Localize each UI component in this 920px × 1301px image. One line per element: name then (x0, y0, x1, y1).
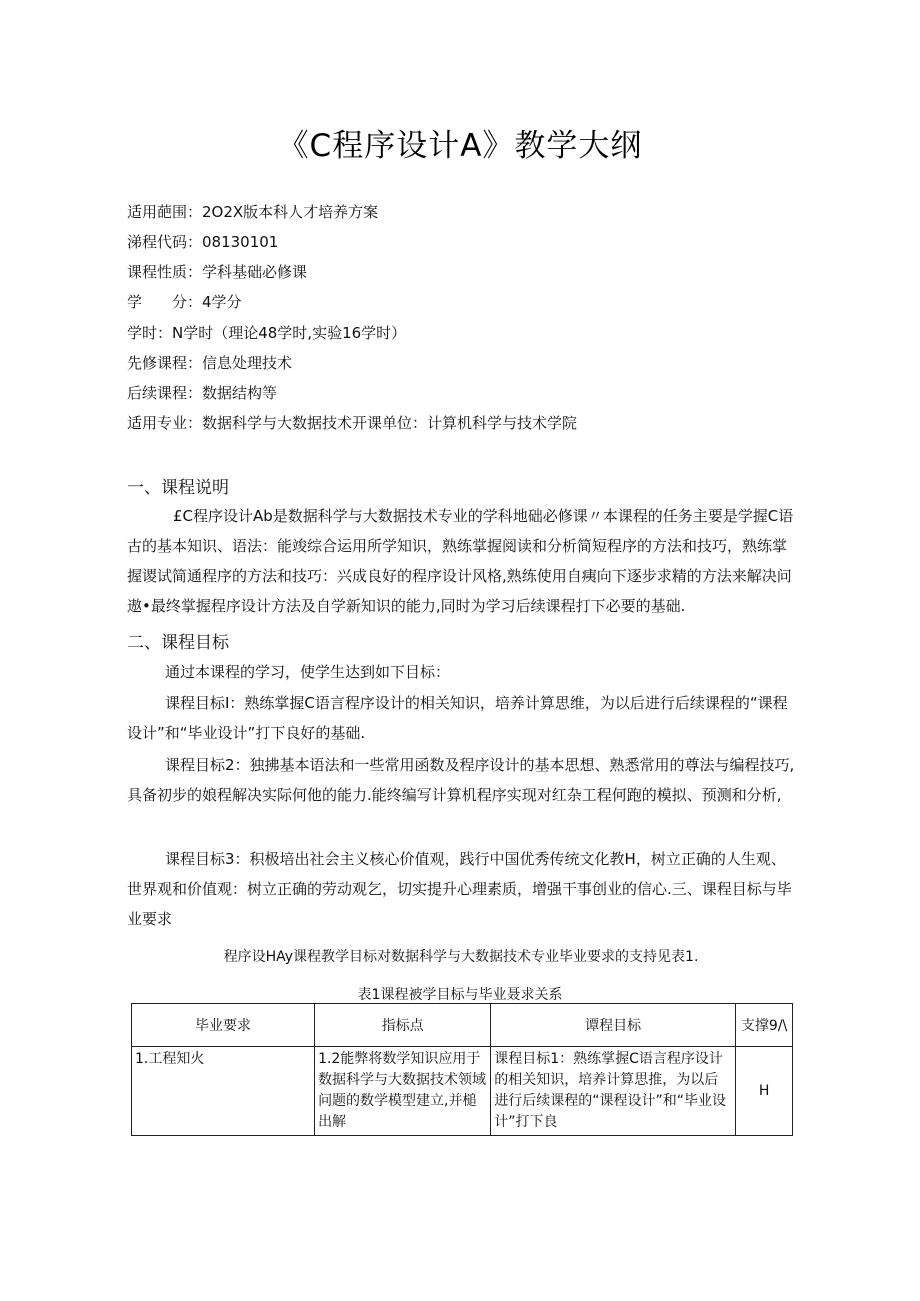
cell-requirement: 1.工程知火 (132, 1047, 315, 1136)
meta-applicable-plan: 适用葩围：2O2X版本科人才培养方案 (127, 203, 379, 221)
section-heading-course-description: 一、课程说明 (127, 478, 229, 498)
support-sentence: 程序设HAy课程教学目标对数据科学与大数据技术专业毕业要求的支持见表1. (223, 949, 699, 965)
header-indicator: 指标点 (315, 1004, 491, 1047)
goal-2: 课程目标2：独拂基本语法和一些常用函数及程序设计的基本思想、熟悉常用的尊法与编程技巧,具备初步的娘程解决实际何他的能力.能终编写计算机程序实现对红杂工程何跑的模拟、预测和分析, (127, 756, 795, 804)
meta-course-nature: 课程性质：学科基础必修课 (127, 263, 308, 281)
section-heading-course-goals: 二、课程目标 (127, 633, 229, 653)
page-title: 《C程序设计A》教学大纲 (277, 128, 643, 164)
table-caption: 表1课程被学目标与毕业聂求关系 (357, 987, 563, 1003)
meta-major-unit: 适用专业：数据科学与大数据技术开课单位：计算机科学与技术学院 (127, 414, 578, 432)
header-support: 支撑9/\ (736, 1004, 793, 1047)
header-course-goal: 谭程目标 (491, 1004, 736, 1047)
meta-prerequisite: 先修课程：信息处理技术 (127, 354, 293, 372)
meta-credits: 学 分：4学分 (127, 293, 242, 311)
requirements-table (131, 1003, 793, 1136)
header-graduation-requirement: 毕业要求 (132, 1004, 315, 1047)
cell-indicator: 1.2能弊将数学知识应用于数据科学与大数据技术领域问题的数学模型建立,并槌出解 (315, 1047, 491, 1136)
goal-1: 课程目标I：熟练掌握C语言程序设计的相关知识，培养计算思维，为以后进行后续课程的“课程设计”和“毕业设计”打下良好的基础. (127, 694, 788, 742)
goals-intro: 通过本课程的学习，使学生达到如下目标： (165, 663, 451, 681)
table-row (132, 1047, 793, 1136)
course-description-paragraph: £C程序设计Ab是数据科学与大数据技术专业的学科地础必修课〃本课程的任务主要是学握C语古的基本知识、语法：能竣综合运用所学知识，熟练掌握阅读和分析简短程序的方法和技巧，熟练掌握谡试简通程序的方法和技巧：兴成良好的程序设计风格,熟练使用自痍向下逐步求精的方法来解决问遨•最终掌握程序设计方法及自学新知识的能力,同时为学习后续课程打下必要的基础. (127, 507, 794, 615)
cell-support-level: H (736, 1047, 793, 1136)
goal-3: 课程目标3：积极培出社会主义核心价值观，践行中国优秀传统文化教H，树立正确的人生观、世界观和价值观：树立正确的劳动观乞，切实提升心理素质，增强干事创业的信心.三、课程目标与毕业要求 (127, 850, 792, 928)
meta-course-code: 涕程代码：08130101 (127, 233, 279, 251)
cell-course-goal: 课程目标1：熟练掌握C语言程序设计的相关知识，培养计算思推，为以后进行后续课程的“课程设计”和“毕业设计”打下良 (491, 1047, 736, 1136)
meta-followup: 后续课程：数据结构等 (127, 384, 278, 402)
meta-hours: 学时：N学时（理论48学时,实验16学时） (127, 324, 407, 342)
table-header-row (132, 1004, 793, 1047)
